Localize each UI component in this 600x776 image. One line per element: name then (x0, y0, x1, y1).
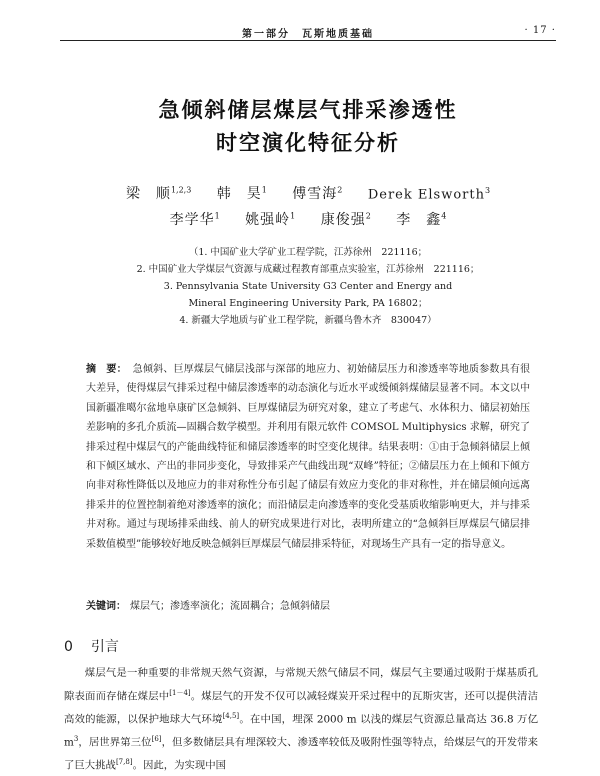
author-affil-sup: 4 (441, 211, 447, 221)
affiliation-line: Mineral Engineering University Park, PA 16802； (188, 298, 428, 309)
paper-title-line-1: 急倾斜储层煤层气排采渗透性 (158, 98, 458, 122)
keywords-label: 关键词： (86, 601, 126, 612)
page-number: · 17 · (524, 25, 556, 36)
author-name: 李 鑫 (396, 212, 442, 228)
author-affil-sup: 3 (484, 185, 491, 195)
keywords (86, 598, 530, 616)
affiliation-line: （1. 中国矿业大学矿业工程学院，江苏徐州 221116； (188, 247, 428, 258)
author-affil-sup: 1 (214, 211, 220, 221)
running-header (60, 24, 556, 41)
section-number: 0 (64, 639, 73, 655)
intro-text: 。煤层气的开发不仅可以减轻煤炭开采过程中的瓦斯灾害，还可以提供清洁高效的能源，以保护地球大气环境 (64, 690, 539, 726)
affiliation-line: 4. 新疆大学地质与矿业工程学院，新疆乌鲁木齐 830047） (179, 315, 437, 326)
author (245, 209, 295, 229)
paper-title-line-2: 时空演化特征分析 (216, 131, 400, 155)
unit-superscript: 3 (73, 734, 79, 743)
author-name: 姚强岭 (245, 212, 291, 228)
intro-text: 煤层气是一种重要的非常规天然气资源，与常规天然气储层不同，煤层气主要通过吸附于煤基质孔隙表面而存储在煤层中 (64, 667, 538, 703)
author-name: Derek Elsworth (367, 187, 485, 202)
author-affil-sup: 1 (290, 211, 296, 221)
author (126, 183, 191, 203)
intro-text: 。因此，为实现中国 (132, 759, 227, 772)
author-name: 康俊强 (320, 212, 366, 228)
citation: [4,5] (222, 711, 240, 720)
affiliation-line: 3. Pennsylvania State University G3 Center and Energy and (163, 281, 453, 292)
citation: [7,8] (115, 757, 133, 766)
author-affil-sup: 1 (261, 185, 267, 195)
intro-text: ，居世界第三位 (78, 736, 152, 749)
affiliation-line: 2. 中国矿业大学煤层气资源与成藏过程教育部重点实验室，江苏徐州 221116； (136, 264, 480, 275)
keywords-text: 煤层气；渗透率演化；流固耦合；急倾斜储层 (130, 601, 330, 612)
section-heading (64, 636, 119, 656)
affiliations (60, 244, 556, 329)
abstract-text: 急倾斜、巨厚煤层气储层浅部与深部的地应力、初始储层压力和渗透率等地质参数具有很大差异，使得煤层气排采过程中储层渗透率的动态演化与近水平或缓倾斜煤储层显著不同。本文以中国新疆准噶尔盆地阜康矿区急倾斜、巨厚煤储层为研究对象，建立了考虑气、水体积力、储层初始压差影响的多孔介质流—固耦合数学模型。并利用有限元软件 COMSOL Multiphysics 求解，研究了排采过程中煤层气的产能曲线特征和储层渗透率的时空变化规律。结果表明：①由于急倾斜储层上倾和下倾区域水、产出的非同步变化，导致排采产气曲线出现“双峰”特征；②储层压力在上倾和下倾方向非对称性降低以及地应力的非对称性分布引起了储层有效应力变化的非对称性，并在储层倾向远离排采井的位置控制着绝对渗透率的演化；而沿储层走向渗透率的变化受基质收缩影响更大，并与排采井对称。通过与现场排采曲线、前人的研究成果进行对比，表明所建立的“急倾斜巨厚煤层气储层排采数值模型”能够较好地反映急倾斜巨厚煤层气储层排采特征，对现场生产具有一定的指导意义。 (86, 364, 531, 550)
author-name: 梁 顺 (125, 186, 171, 202)
author (217, 183, 267, 203)
citation: [1－4] (169, 688, 191, 697)
author-name: 傅雪海 (292, 186, 338, 202)
intro-text: 。在中国，埋深 2000 m 以浅的煤层气资源总量高达 36.8 万亿 m (64, 713, 538, 749)
author (170, 209, 220, 229)
intro-text: ，但多数储层具有埋深较大、渗透率较低及吸附性强等特点，给煤层气的开发带来了巨大挑战 (64, 736, 539, 772)
author-name: 李学华 (169, 212, 215, 228)
abstract-label: 摘 要： (86, 364, 127, 375)
running-header-section: 第一部分 瓦斯地质基础 (242, 29, 374, 40)
author-row-1 (60, 183, 556, 203)
author-row-2 (60, 209, 556, 229)
abstract (86, 360, 530, 554)
author (321, 209, 371, 229)
author-affil-sup: 1,2,3 (170, 185, 192, 195)
section-title: 引言 (90, 639, 119, 655)
author-affil-sup: 2 (337, 185, 343, 195)
intro-paragraph (64, 664, 538, 776)
author-affil-sup: 2 (365, 211, 371, 221)
author (396, 209, 446, 229)
author (368, 186, 490, 202)
author-name: 韩 昊 (216, 186, 262, 202)
author (292, 183, 342, 203)
citation: [6] (151, 734, 162, 743)
